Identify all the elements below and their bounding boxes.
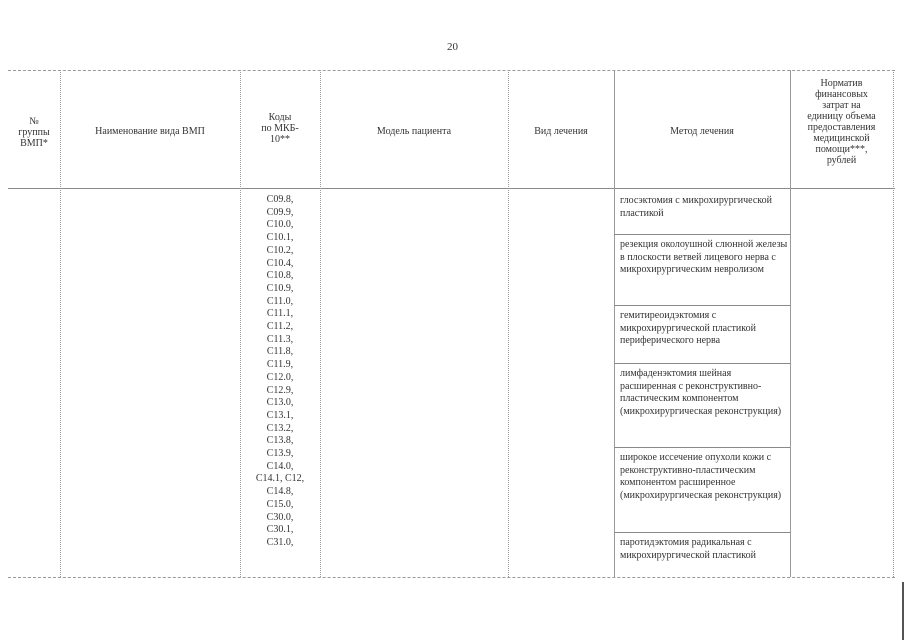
column-divider xyxy=(893,70,894,577)
header-vmp-name: Наименование вида ВМП xyxy=(95,126,205,137)
icd-code: C14.0, xyxy=(266,460,294,472)
method-separator xyxy=(614,532,790,533)
treatment-method-item: гемитиреоидэктомия с микрохирургической пластикой периферического нерва xyxy=(620,310,756,346)
icd-code: C09.9, xyxy=(266,206,294,218)
icd-code: C09.8, xyxy=(266,194,294,205)
header-treatment-method: Метод лечения xyxy=(670,126,734,137)
column-divider xyxy=(320,70,321,577)
icd-code: C13.2, xyxy=(266,422,294,434)
icd-code: C11.9, xyxy=(266,359,294,371)
icd-code: C13.9, xyxy=(266,448,294,460)
icd-code: C11.1, xyxy=(266,308,294,320)
icd-code: C11.8, xyxy=(266,346,294,358)
treatment-method-item: глосэктомия с микрохирургической пластикой xyxy=(620,195,772,219)
icd-code: C14.8, xyxy=(266,486,294,498)
icd-code: C10.1, xyxy=(266,232,294,244)
method-separator xyxy=(614,234,790,235)
icd-code: C10.2, xyxy=(266,244,294,256)
icd-code: C10.4, xyxy=(266,257,294,269)
header-patient-model: Модель пациента xyxy=(376,126,452,137)
icd-code: C13.8, xyxy=(266,435,294,447)
icd-code: C12.9, xyxy=(266,384,294,396)
header-icd-codes: Коды по МКБ- 10** xyxy=(261,112,299,145)
icd-code: C30.1, xyxy=(266,524,294,536)
method-separator xyxy=(614,363,790,364)
method-separator xyxy=(614,305,790,306)
icd-code: C15.0, xyxy=(266,498,294,510)
page-number: 20 xyxy=(447,41,458,53)
icd-code: C12.0, xyxy=(266,371,294,383)
column-divider xyxy=(614,70,615,577)
treatment-method-item: лимфаденэктомия шейная расширенная с реконструктивно-пластическим компонентом (микрохирургическая реконструкция) xyxy=(620,368,782,417)
header-cost-norm: Норматив финансовых затрат на единицу объема предоставления медицинской помощи***, рублей xyxy=(807,78,876,166)
treatment-method-item: широкое иссечение опухоли кожи с реконструктивно-пластическим компонентом расширенное (микрохирургическая реконструкция) xyxy=(620,452,782,501)
icd-code: C10.8, xyxy=(266,270,294,282)
header-treatment-type: Вид лечения xyxy=(534,126,588,137)
scan-edge-mark xyxy=(902,582,904,640)
table-top-rule xyxy=(8,70,895,71)
header-group-number: № группы ВМП* xyxy=(18,116,50,149)
icd-code: C13.0, xyxy=(266,397,294,409)
treatment-method-item: паротидэктомия радикальная с микрохирургической пластикой xyxy=(620,537,756,561)
icd-code: C10.9, xyxy=(266,282,294,294)
column-divider xyxy=(508,70,509,577)
method-separator xyxy=(614,447,790,448)
icd-code: C13.1, xyxy=(266,409,294,421)
icd-code: C11.0, xyxy=(266,295,294,307)
icd-code: C10.0, xyxy=(266,219,294,231)
treatment-method-item: резекция околоушной слюнной железы в плоскости ветвей лицевого нерва с микрохирургическим невролизом xyxy=(620,239,788,275)
icd-code: C31.0, xyxy=(266,536,294,548)
icd-code: C14.1, C12, xyxy=(255,473,305,485)
column-divider xyxy=(60,70,61,577)
header-bottom-rule xyxy=(8,188,895,189)
icd-code: C11.2, xyxy=(266,321,294,333)
icd-code-list xyxy=(240,194,320,550)
table-bottom-rule xyxy=(8,577,895,578)
icd-code: C11.3, xyxy=(266,333,294,345)
icd-code: C30.0, xyxy=(266,511,294,523)
